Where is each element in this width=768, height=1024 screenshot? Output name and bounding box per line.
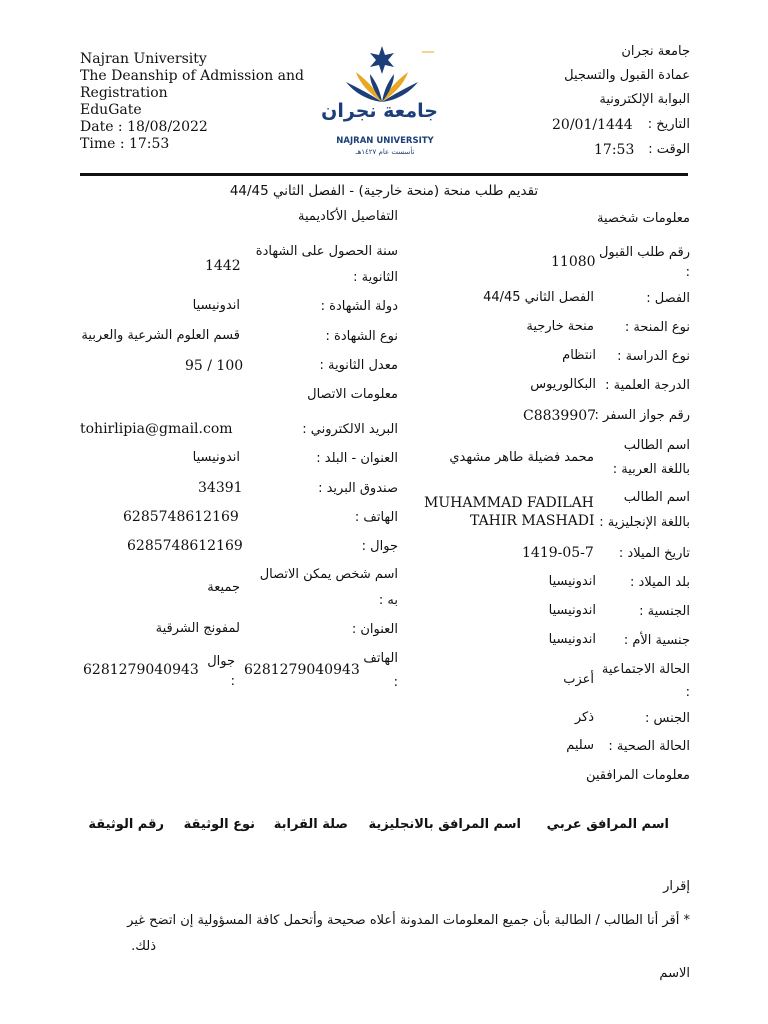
po-box-label: صندوق البريد : (318, 481, 398, 496)
email-label: البريد الالكتروني : (302, 422, 398, 437)
po-box-value: 34391 (198, 480, 243, 496)
emergency-contact-label-1: اسم شخص يمكن الاتصال (259, 567, 398, 582)
gender-value: ذكر (574, 710, 594, 725)
cert-type-label: نوع الشهادة : (325, 329, 398, 344)
semester-value: الفصل الثاني 44/45 (483, 290, 594, 305)
section-personal-info: معلومات شخصية (597, 211, 690, 226)
degree-value: البكالوريوس (530, 377, 596, 392)
header-english (80, 51, 304, 153)
university-logo (321, 44, 440, 162)
health-status-label: الحالة الصحية : (608, 739, 690, 754)
declaration-name-label: الاسم (659, 966, 690, 981)
name-en-label-2: باللغة الإنجليزية : (599, 515, 690, 530)
cert-type-value: قسم العلوم الشرعية والعربية (81, 328, 240, 343)
passport-value: C8839907 (523, 408, 597, 424)
section-contact-info: معلومات الاتصال (307, 387, 398, 402)
name-en-value-1: MUHAMMAD FADILAH (424, 495, 594, 511)
semester-label: الفصل : (646, 291, 690, 306)
nationality-value: اندونيسيا (548, 603, 596, 618)
time-value-ar: 17:53 (594, 142, 635, 158)
section-academic-details: التفاصيل الأكاديمية (298, 209, 398, 224)
request-no-value: 11080 (551, 254, 596, 270)
emergency-phone-colon: : (393, 675, 398, 690)
emergency-mobile-colon: : (230, 674, 235, 689)
mother-nationality-label: جنسية الأم : (623, 633, 690, 648)
mother-nationality-value: اندونيسيا (548, 632, 596, 647)
gpa-value: 95 / 100 (185, 358, 244, 374)
cert-year-label-1: سنة الحصول على الشهادة (255, 244, 398, 259)
logo-arabic-name: جامعة نجران (321, 100, 438, 122)
emergency-address-value: لمفونج الشرقية (155, 621, 240, 636)
email-value: tohirlipia@gmail.com (80, 421, 233, 437)
cert-year-value: 1442 (205, 258, 241, 274)
study-type-label: نوع الدراسة : (617, 349, 690, 364)
portal-name-en: EduGate (80, 102, 142, 118)
grant-type-value: منحة خارجية (526, 319, 594, 334)
section-companions: معلومات المرافقين (585, 768, 690, 783)
mobile-label: جوال : (361, 539, 398, 554)
request-no-colon: : (685, 265, 690, 280)
emergency-contact-label-2: به : (378, 593, 398, 608)
cert-country-value: اندونيسيا (192, 298, 240, 313)
study-type-value: انتظام (562, 348, 596, 363)
time-label-ar: الوقت : (648, 142, 690, 157)
grant-type-label: نوع المنحة : (624, 320, 690, 335)
name-ar-label-1: اسم الطالب (623, 438, 690, 453)
logo-founded: تأسست عام ١٤٢٧هـ (355, 148, 415, 156)
passport-label: رقم جواز السفر : (594, 408, 690, 423)
emergency-phone-value: 6281279040943 (244, 662, 360, 678)
logo-english-name: NAJRAN UNIVERSITY (336, 136, 434, 146)
university-name-ar: جامعة نجران (621, 44, 690, 59)
cert-year-label-2: الثانوية : (353, 270, 398, 285)
emergency-contact-value: جميعة (207, 580, 240, 595)
health-status-value: سليم (566, 738, 594, 753)
name-en-value-2: TAHIR MASHADI (470, 513, 595, 529)
declaration-text-line2: ذلك. (131, 939, 156, 954)
declaration-title: إقرار (663, 879, 690, 894)
birth-date-label: تاريخ الميلاد : (618, 546, 690, 561)
birth-place-label: بلد الميلاد : (630, 575, 690, 590)
cert-country-label: دولة الشهادة : (320, 299, 398, 314)
companions-col-doc-number: رقم الوثيقة (88, 817, 164, 832)
gender-label: الجنس : (645, 711, 690, 726)
date-value-ar: 20/01/1444 (552, 117, 633, 133)
phone-value: 6285748612169 (123, 509, 239, 525)
name-ar-label-2: باللغة العربية : (612, 462, 690, 477)
degree-label: الدرجة العلمية : (605, 378, 690, 393)
header-divider (80, 173, 688, 176)
date-en: Date : 18/08/2022 (80, 119, 208, 135)
nationality-label: الجنسية : (639, 604, 690, 619)
name-en-label-1: اسم الطالب (623, 490, 690, 505)
birth-date-value: 1419-05-7 (522, 545, 594, 561)
emergency-mobile-value: 6281279040943 (83, 662, 199, 678)
emergency-address-label: العنوان : (351, 622, 398, 637)
time-en: Time : 17:53 (80, 136, 170, 152)
deanship-line1-en: The Deanship of Admission and (80, 68, 305, 84)
gpa-label: معدل الثانوية : (319, 358, 398, 373)
marital-status-colon: : (685, 685, 690, 700)
deanship-ar: عمادة القبول والتسجيل (564, 68, 690, 83)
marital-status-value: أعزب (563, 672, 594, 687)
companions-col-relation: صلة القرابة (273, 817, 348, 832)
birth-place-value: اندونيسيا (548, 574, 596, 589)
companions-col-english-name: اسم المرافق بالانجليزية (368, 817, 521, 832)
name-ar-value: محمد فضيلة طاهر مشهدي (449, 450, 594, 465)
address-country-label: العنوان - البلد : (316, 451, 398, 466)
declaration-text-line1: * أقر أنا الطالب / الطالبة بأن جميع المعلومات المدونة أعلاه صحيحة وأتحمل كافة المسؤولية إن اتضح غير (127, 913, 690, 928)
university-name-en: Najran University (80, 51, 207, 67)
companions-col-doc-type: نوع الوثيقة (183, 817, 255, 832)
emergency-phone-label: الهاتف (363, 651, 398, 666)
mobile-value: 6285748612169 (127, 538, 243, 554)
companions-col-arabic-name: اسم المرافق عربي (546, 817, 669, 832)
date-label-ar: التاريخ : (647, 117, 690, 132)
header-arabic (564, 40, 690, 112)
page-title: تقديم طلب منحة (منحة خارجية) - الفصل الثاني 44/45 (229, 183, 539, 199)
deanship-line2-en: Registration (80, 85, 168, 101)
portal-name-ar: البوابة الإلكترونية (599, 92, 690, 107)
phone-label: الهاتف : (354, 510, 398, 525)
request-no-label: رقم طلب القبول (598, 245, 690, 260)
emergency-mobile-label: جوال (207, 654, 235, 669)
address-country-value: اندونيسيا (192, 450, 240, 465)
marital-status-label: الحالة الاجتماعية (601, 662, 690, 677)
